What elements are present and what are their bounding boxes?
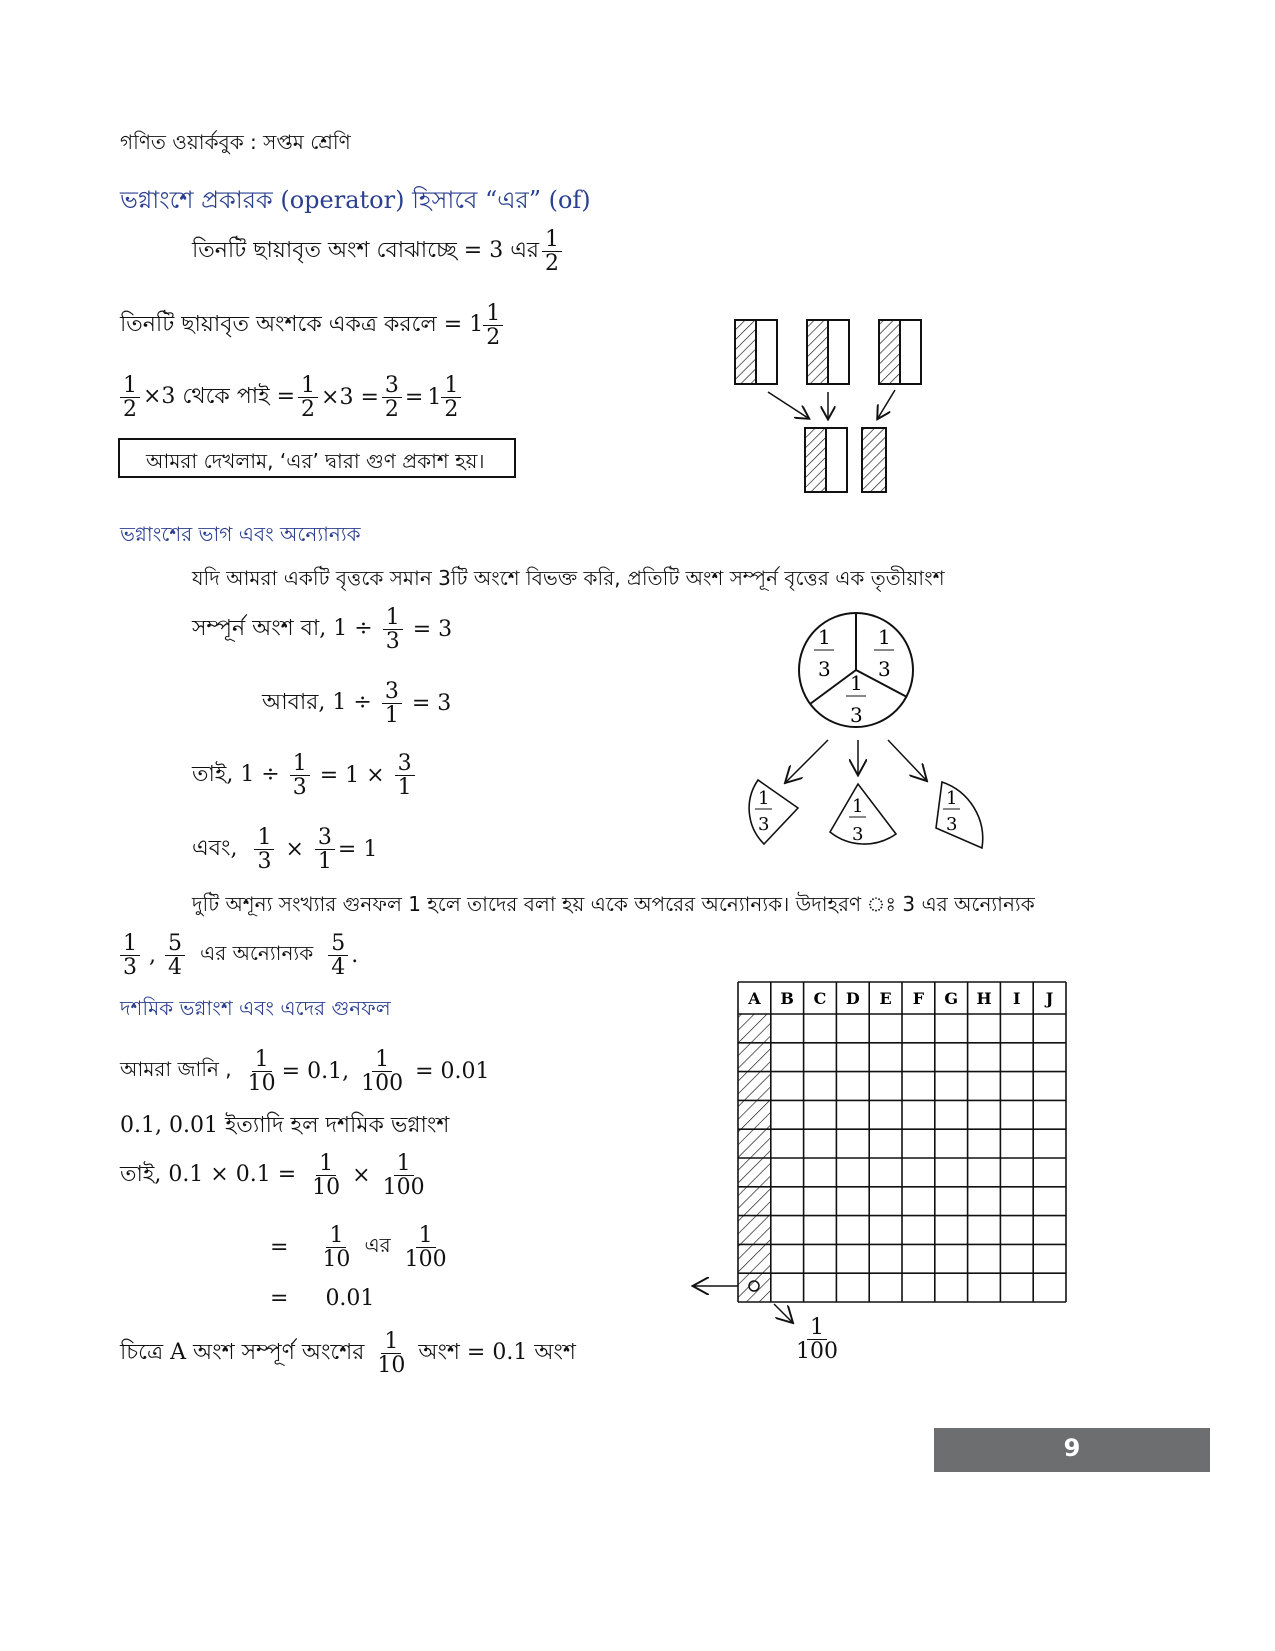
section1-line1	[192, 228, 565, 275]
frac-num: 1	[372, 1048, 392, 1072]
column-header-j: J	[1045, 989, 1054, 1008]
circle-thirds-diagram	[740, 608, 1000, 858]
frac-den: 3	[385, 629, 400, 655]
known-eq2: = 0.01	[415, 1059, 490, 1085]
half-rect	[862, 428, 886, 492]
line1-text: তিনটি ছায়াবৃত অংশ বোঝাচ্ছে = 3 এর	[192, 238, 540, 264]
label: 1	[850, 671, 863, 695]
eq1-label: সম্পূর্ন অংশ বা, 1 ÷	[192, 616, 373, 642]
eq4-label: এবং,	[192, 836, 238, 862]
eq2-label: আবার, 1 ÷	[262, 690, 372, 716]
frac-num: 1	[254, 826, 274, 850]
column-header-g: G	[944, 989, 959, 1008]
frac-num: 1	[252, 1048, 272, 1072]
frac-num: 5	[328, 932, 348, 956]
frac-num: 1	[383, 606, 403, 630]
svg-text:1: 1	[852, 796, 864, 817]
frac-den: 2	[444, 397, 459, 423]
section3-heading: দশমিক ভগ্নাংশ এবং এদের গুনফল	[120, 996, 391, 1020]
arrow-left	[768, 392, 808, 418]
of-word: এর	[364, 1233, 391, 1258]
frac-den: 100	[382, 1175, 425, 1201]
frac-den: 3	[123, 955, 137, 981]
frac-den: 10	[247, 1071, 276, 1097]
eq3-label: তাই, 1 ÷	[192, 762, 280, 788]
line2-text: তিনটি ছায়াবৃত অংশকে একত্র করলে = 1	[120, 312, 484, 338]
times-sign: ×	[352, 1163, 371, 1189]
frac-num: 3	[382, 374, 402, 398]
last-line-a: চিত্রে A অংশ সম্পূর্ণ অংশের	[120, 1340, 365, 1366]
product-line	[120, 1152, 431, 1199]
product-of-line	[270, 1224, 453, 1271]
frac-den: 10	[322, 1247, 351, 1273]
frac-num: 1	[483, 302, 503, 326]
eq-2	[262, 680, 451, 727]
arrow-right	[878, 390, 895, 418]
known-line	[120, 1048, 490, 1095]
frac-num: 1	[120, 932, 140, 956]
period: .	[351, 943, 359, 969]
svg-text:3: 3	[946, 814, 958, 835]
section1-heading: ভগ্নাংশে প্রকারক (operator) হিসাবে “এর” (of)	[120, 186, 591, 214]
known-label: আমরা জানি ,	[120, 1057, 232, 1082]
example-mid: এর অন্যোন্যক	[200, 941, 314, 966]
frac-num: 1	[441, 374, 461, 398]
arrow-left	[786, 740, 828, 782]
label: 3	[818, 657, 831, 681]
frac-den: 2	[545, 251, 560, 277]
frac-num: 1	[542, 228, 562, 252]
sector-middle	[830, 784, 896, 845]
arrow-right	[888, 740, 926, 780]
frac-num: 3	[315, 826, 335, 850]
frac-den: 3	[257, 849, 272, 875]
equals-sign: =	[270, 1235, 289, 1261]
frac-den: 100	[361, 1071, 404, 1097]
page-number-bar	[934, 1428, 1210, 1472]
frac-den: 100	[404, 1247, 447, 1273]
frac-den: 2	[486, 325, 501, 351]
shaded-rectangles-diagram	[725, 310, 935, 500]
frac-num: 5	[165, 932, 185, 956]
section2-heading: ভগ্নাংশের ভাগ এবং অন্যোন্যক	[120, 522, 361, 546]
decimal-line: 0.1, 0.01 ইত্যাদি হল দশমিক ভগ্নাংশ	[120, 1113, 450, 1138]
grid-headers	[747, 989, 1053, 1008]
last-line-b: অংশ = 0.1 অংশ	[418, 1340, 576, 1366]
running-header: গণিত ওয়ার্কবুক : সপ্তম শ্রেণি	[120, 130, 351, 154]
frac-num: 1	[394, 1152, 414, 1176]
svg-text:3: 3	[758, 814, 770, 835]
frac-num: 1	[326, 1224, 346, 1248]
svg-text:3: 3	[852, 824, 864, 845]
frac-den: 1	[317, 849, 332, 875]
eq-3	[192, 752, 425, 799]
frac-num: 1	[316, 1152, 336, 1176]
combined-rect	[805, 428, 847, 492]
section2-intro: যদি আমরা একটি বৃত্তকে সমান 3টি অংশে বিভক্ত করি, প্রতিটি অংশ সম্পূর্ন বৃত্তের এক তৃতীয়াংশ	[192, 566, 945, 590]
hundred-grid-diagram	[688, 978, 1068, 1358]
column-header-i: I	[1013, 989, 1021, 1008]
known-eq1: = 0.1,	[281, 1059, 350, 1085]
column-header-e: E	[879, 989, 892, 1008]
reciprocal-definition: দুটি অশূন্য সংখ্যার গুনফল 1 হলে তাদের বলা হয় একে অপরের অন্যোন্যক। উদাহরণ ঃ 3 এর অন্যোন্যক	[192, 892, 1035, 916]
eq-4	[192, 826, 377, 873]
column-header-h: H	[976, 989, 992, 1008]
conclusion-box	[118, 438, 516, 478]
eq3-mid: = 1 ×	[319, 763, 385, 789]
frac-den: 10	[377, 1353, 406, 1379]
section1-line2	[120, 302, 506, 349]
comma: ,	[149, 943, 156, 969]
eq2-result: = 3	[411, 691, 452, 717]
so-label: তাই, 0.1 × 0.1 =	[120, 1162, 297, 1188]
times-sign: ×	[285, 837, 304, 863]
frac-den: 100	[796, 1339, 838, 1365]
label: 3	[850, 703, 863, 727]
frac-den: 4	[331, 955, 346, 981]
label: 3	[878, 657, 891, 681]
grid-fraction-label	[790, 1316, 844, 1363]
label: 1	[878, 625, 891, 649]
grid-lines	[738, 982, 1066, 1302]
top-rect-1	[735, 320, 777, 384]
sector-right	[936, 782, 983, 848]
frac-den: 2	[301, 397, 316, 423]
label: 1	[818, 625, 831, 649]
frac-num: 1	[298, 374, 318, 398]
last-line	[120, 1330, 576, 1377]
frac-den: 2	[384, 397, 399, 423]
frac-num: 1	[381, 1330, 401, 1354]
eq1-result: = 3	[412, 617, 453, 643]
top-rect-2	[807, 320, 849, 384]
frac-num: 1	[290, 752, 310, 776]
circle-labels	[814, 625, 894, 727]
svg-text:1: 1	[946, 788, 958, 809]
column-header-a: A	[748, 989, 761, 1008]
page-number: 9	[1063, 1434, 1081, 1462]
frac-num: 1	[416, 1224, 436, 1248]
frac-num: 3	[395, 752, 415, 776]
frac-den: 1	[397, 775, 412, 801]
conclusion-text: আমরা দেখলাম, ‘এর’ দ্বারা গুণ প্রকাশ হয়।	[146, 449, 485, 473]
column-header-b: B	[780, 989, 794, 1008]
column-header-c: C	[813, 989, 827, 1008]
frac-den: 10	[312, 1175, 341, 1201]
column-header-f: F	[912, 989, 925, 1008]
eq-1	[192, 606, 452, 653]
frac-den: 3	[292, 775, 307, 801]
line3-eq: ×3 =	[321, 385, 379, 411]
eq4-result: = 1	[337, 837, 378, 863]
result-value: 0.01	[325, 1286, 375, 1311]
svg-text:1: 1	[758, 788, 770, 809]
frac-den: 2	[123, 397, 137, 423]
column-header-d: D	[845, 989, 860, 1008]
result-line	[270, 1286, 374, 1311]
top-rect-3	[879, 320, 921, 384]
frac-num: 1	[120, 374, 140, 398]
equals-sign: =	[270, 1286, 289, 1311]
frac-den: 1	[384, 703, 399, 729]
equals-sign: =	[404, 385, 424, 411]
section1-line3	[120, 374, 464, 421]
frac-num: 3	[382, 680, 402, 704]
reciprocal-example	[120, 932, 358, 979]
whole-part: 1	[427, 385, 442, 411]
sector-left	[749, 780, 798, 844]
line3-mid: ×3 থেকে পাই =	[143, 384, 296, 410]
frac-den: 4	[168, 955, 182, 981]
frac-num: 1	[807, 1316, 827, 1340]
